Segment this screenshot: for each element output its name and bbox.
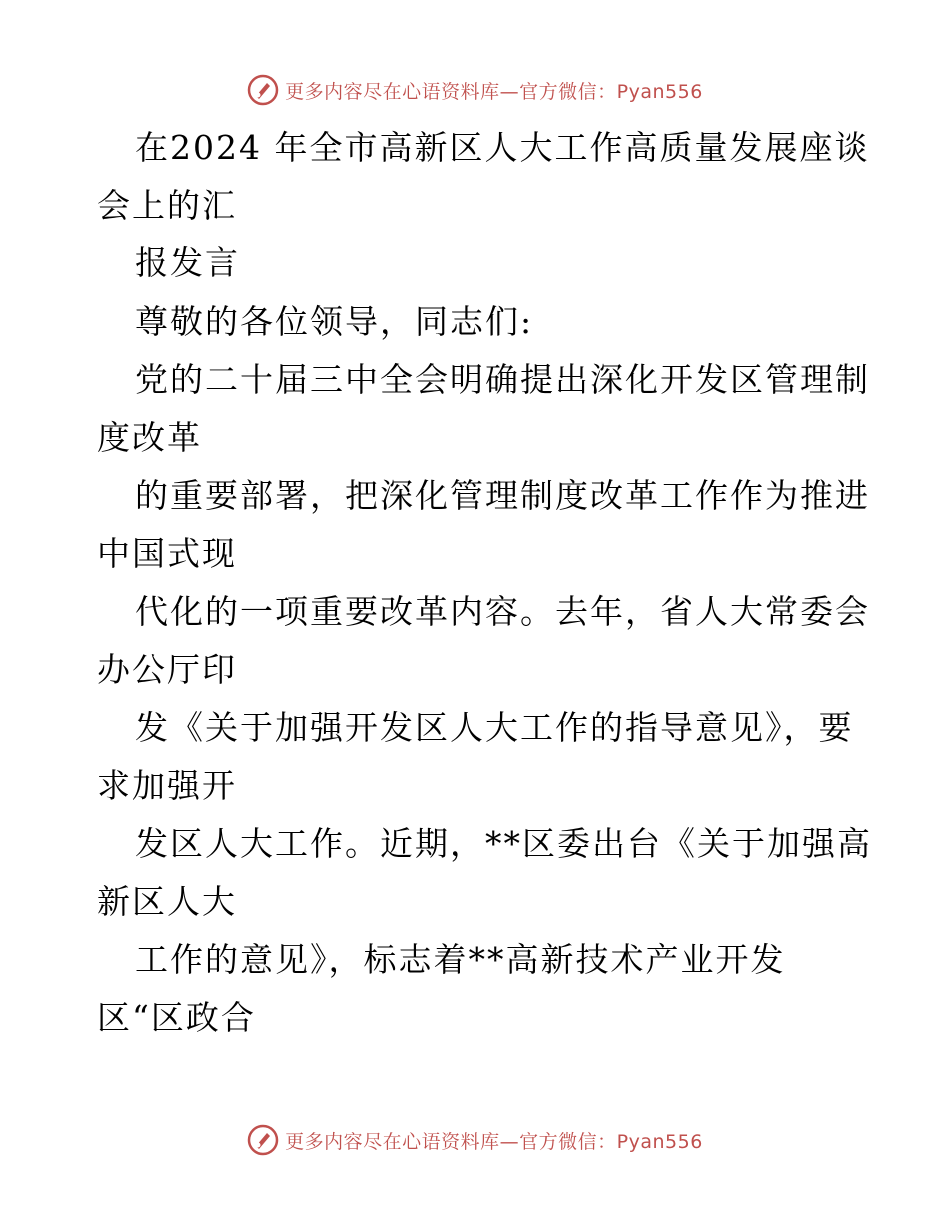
watermark-text: 更多内容尽在心语资料库—官方微信：Pyan556 <box>285 80 703 103</box>
text-line: 的重要部署，把深化管理制度改革工作作为推进 <box>135 476 870 515</box>
text-line: 工作的意见》，标志着**高新技术产业开发 <box>135 940 786 979</box>
text-line: 发区人大工作。近期，**区委出台《关于加强高 <box>135 824 872 863</box>
text-line: 报发言 <box>135 243 240 282</box>
text-line: 求加强开 <box>97 766 237 805</box>
watermark-header <box>0 70 950 110</box>
text-line: 代化的一项重要改革内容。去年，省人大常委会 <box>135 592 870 631</box>
text-line: 度改革 <box>97 418 202 457</box>
text-line: 中国式现 <box>97 534 237 573</box>
text-line: 办公厅印 <box>97 650 237 689</box>
text-line: 在2024 年全市高新区人大工作高质量发展座谈 <box>135 128 870 167</box>
watermark-text: 更多内容尽在心语资料库—官方微信：Pyan556 <box>285 1130 703 1153</box>
text-line: 发《关于加强开发区人大工作的指导意见》，要 <box>135 708 854 747</box>
logo-icon <box>247 74 279 106</box>
watermark-footer <box>0 1120 950 1160</box>
text-line: 会上的汇 <box>97 186 237 225</box>
logo-icon <box>247 1124 279 1156</box>
text-line: 新区人大 <box>97 882 237 921</box>
text-line: 区“区政合 <box>97 998 256 1037</box>
text-line: 尊敬的各位领导，同志们: <box>135 302 534 341</box>
text-line: 党的二十届三中全会明确提出深化开发区管理制 <box>135 360 870 399</box>
